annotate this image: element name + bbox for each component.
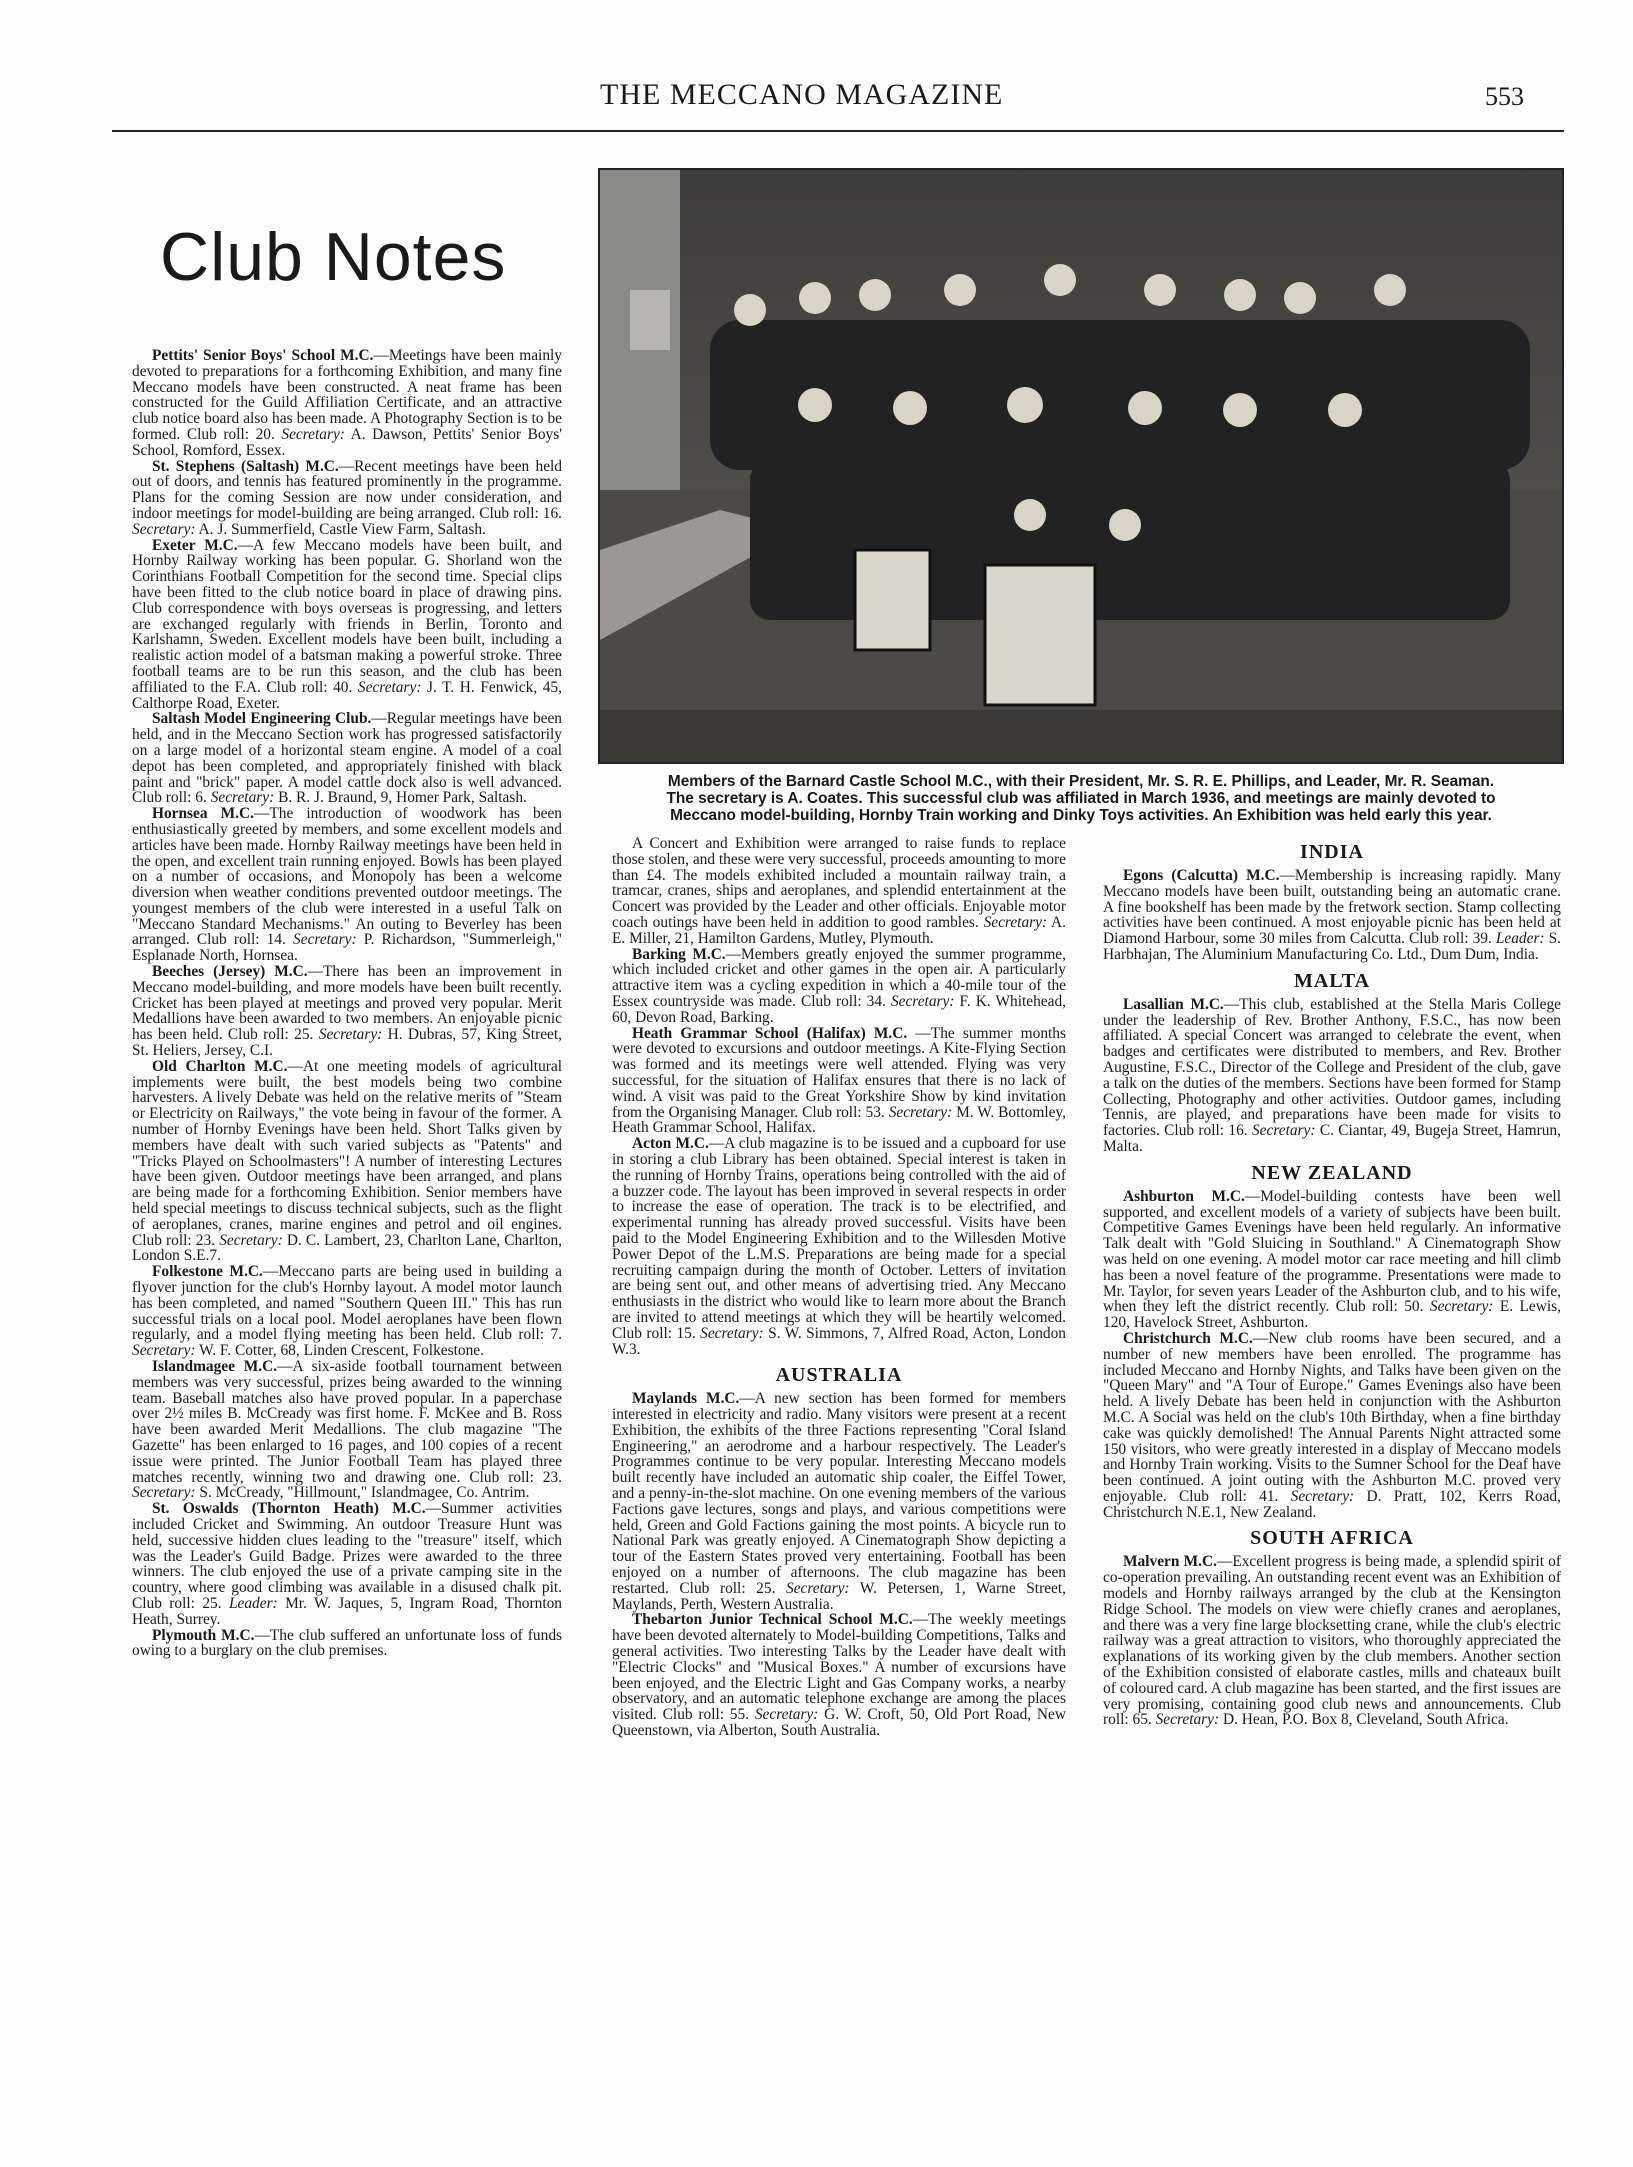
club-note-text: —Meetings have been mainly devoted to preparations for a forthcoming Exhibition, and many fine Meccano models have been constructed. A neat frame has been constructed for the Guild Affiliation Certificate, and an attractive club notice board also has been made. A Photography Section is to be formed. Club roll: 20. [132,348,562,443]
secretary-address: S. Harbhajan, The Aluminium Manufacturing Co. Ltd., Dum Dum, India. [1103,930,1561,963]
page-title: Club Notes [160,219,507,295]
secretary-label: Secretary: [132,1342,196,1360]
club-note-paragraph [132,1628,562,1660]
club-name: Saltash Model Engineering Club. [152,710,372,728]
secretary-label: Secretary: [210,789,275,807]
secretary-label: Secretary: [890,992,955,1010]
secretary-address: D. C. Lambert, 23, Charlton Lane, Charlton, London S.E.7. [132,1231,562,1265]
club-note-text: —The club suffered an unfortunate loss of funds owing to a burglary on the club premises. [132,1626,562,1660]
club-note-text: —This club, established at the Stella Maris College under the leadership of Rev. Brother Anthony, F.S.C., has now been affiliated. A special Concert was arranged to celebrate the event, when badges and certificates were distributed to members, and Rev. Brother Augustine, F.S.C., Director of the College and President of the club, gave a talk on the duties of the members. Sections have been formed for Stamp Collecting, Photography and other activities. Outdoor games, including Tennis, are played, and preparations have been made for visits to factories. Club roll: 16. [1103,995,1561,1140]
club-note-paragraph [612,1391,1066,1612]
club-note-paragraph [132,1264,562,1359]
secretary-label: Secretary: [281,425,345,443]
club-note-paragraph [132,1501,562,1627]
secretary-address: D. Hean, P.O. Box 8, Cleveland, South Africa. [1223,1711,1509,1729]
secretary-address: J. T. H. Fenwick, 45, Calthorpe Road, Exeter. [132,678,562,712]
club-note-text: —At one meeting models of agricultural implements were built, the best models being two combine harvesters. A lively Debate was held on the relative merits of "Steam or Electricity on Railways," the vote being in favour of the former. A number of Hornby Evenings have been held. Short Talks given by members have dealt with such varied subjects as "Patents" and "Tricks Played on Schoolmasters"! A number of interesting Lectures have been given. Outdoor meetings have been arranged, and plans are being made for a forthcoming Exhibition. Senior members have held special meetings to discuss technical subjects, such as the flight of aeroplanes, cranes, marine engines and petrol and oil engines. Club roll: 23. [132,1057,562,1249]
club-note-paragraph [1103,997,1561,1155]
secretary-label: Secretary: [132,1484,196,1502]
region-heading: MALTA [1293,969,1371,992]
secretary-address: A. J. Summerfield, Castle View Farm, Saltash. [198,520,486,538]
secretary-label: Secretary: [786,1579,850,1597]
page-number: 553 [1485,82,1524,111]
club-note-text: —Summer activities included Cricket and Swimming. An outdoor Treasure Hunt was held, successive hidden clues leading to the "treasure" itself, which was the Leader's Guild Badge. Prizes were awarded to the three winners. The club enjoyed the use of a private camping site in the country, where good climbing was available in a disused chalk pit. Club roll: 25. [132,1500,562,1612]
caption-line: Meccano model-building, Hornby Train working and Dinky Toys activities. An Exhibition was held early this year. [670,807,1492,824]
club-note-paragraph [1103,868,1561,963]
secretary-address: G. W. Croft, 50, Old Port Road, New Queenstown, via Alberton, South Australia. [612,1706,1066,1740]
club-name: Malvern M.C. [1123,1553,1217,1571]
secretary-address: A. E. Miller, 21, Hamilton Gardens, Mutley, Plymouth. [612,913,1066,947]
secretary-label: Secretary: [1429,1298,1494,1316]
secretary-label: Secretary: [318,1026,383,1044]
club-name: Thebarton Junior Technical School M.C. [632,1611,913,1629]
club-note-paragraph [612,1026,1066,1137]
secretary-address: S. McCready, "Hillmount," Islandmagee, Co. Antrim. [199,1484,530,1502]
secretary-address: W. F. Cotter, 68, Linden Crescent, Folkestone. [199,1342,484,1360]
club-note-text: —Members greatly enjoyed the summer programme, which included cricket and other games in the open air. A particularly attractive item was a cycling expedition in which a 40-mile tour of the Essex countryside was made. Club roll: 34. [612,945,1066,1010]
club-note-text: —There has been an improvement in Meccano model-building, and more models have been built recently. Cricket has been played at meetings and proved very popular. Merit Medallions have been awarded to two members. An enjoyable picnic has been held. Club roll: 25. [132,963,562,1044]
secretary-address: M. W. Bottomley, Heath Grammar School, Halifax. [612,1103,1066,1137]
secretary-label: Secretary: [219,1231,283,1249]
club-note-text: —Model-building contests have been well supported, and excellent models of a variety of subjects have been built. Competitive Games Evenings have been held regularly. An informative Talk dealt with "Gold Sluicing in Southland." A Cinematograph Show was held on one evening. A model motor car race meeting and hill climb has been a novel feature of the programme. Presentations were made to Mr. Taylor, for seven years Leader of the Ashburton club, and to his wife, when they left the district recently. Club roll: 50. [1103,1187,1561,1316]
club-note-paragraph [132,711,562,806]
region-heading: NEW ZEALAND [1251,1161,1413,1184]
club-note-text: —New club rooms have been secured, and a number of new members have been enrolled. The programme has included Meccano and Hornby Nights, and Talks have been given on the "Queen Mary" and "A Tour of Europe." Games Evenings also have been held. A lively Debate has been held in conjunction with the Ashburton M.C. A Social was held on the club's 10th Birthday, when a fine birthday cake was quickly demolished! The Annual Parents Night attracted some 150 visitors, who were greatly interested in a display of Meccano models and Hornby Train working. Visits to the Sumner School for the Deaf have been continued. A joint outing with the Ashburton M.C. proved very enjoyable. Club roll: 41. [1103,1329,1561,1505]
secretary-address: Mr. W. Jaques, 5, Ingram Road, Thornton Heath, Surrey. [132,1594,562,1628]
club-name: Maylands M.C. [632,1390,740,1408]
club-name: Barking M.C. [632,945,726,963]
club-note-text: —Recent meetings have been held out of doors, and tennis has featured prominently in the programme. Plans for the coming Session are now under consideration, and indoor meetings for model-building are being arranged. Club roll: 16. [132,457,562,522]
magazine-masthead: THE MECCANO MAGAZINE [600,78,1004,111]
club-note-text: —The introduction of woodwork has been enthusiastically greeted by members, and some excellent models and articles have been made. Hornby Railway meetings have been held in the open, and excellent train running enjoyed. Bowls has been played on a number of occasions, and Monopoly has been a welcome diversion when weather conditions prevented outdoor meetings. The youngest members of the club were interested in a useful Talk on "Meccano Standard Mechanisms." An outing to Beverley has been arranged. Club roll: 14. [132,805,562,949]
club-name: Plymouth M.C. [152,1626,255,1644]
club-note-text: —A new section has been formed for members interested in electricity and radio. Many visitors were present at a recent Exhibition, the exhibits of the three Factions representing "Coral Island Engineering," an aerodrome and a harbour respectively. The Leader's Programmes continue to be very popular. Interesting Meccano models built recently have included an automatic ship coaler, the Eiffel Tower, and a penny-in-the-slot machine. On one evening members of the various Factions gave lectures, songs and plays, and various competitions were held, Green and Gold Factions gaining the most points. A bicycle run to National Park was greatly enjoyed. A Cinematograph Show depicting a tour of the Eastern States proved very entertaining. Football has been enjoyed on a number of afternoons. The club magazine has been restarted. Club roll: 25. [612,1390,1066,1597]
caption-line: Members of the Barnard Castle School M.C., with their President, Mr. S. R. E. Phillips, and Leader, Mr. R. Seaman. [667,773,1495,790]
secretary-label: Secretary: [983,913,1048,931]
secretary-address: S. W. Simmons, 7, Alfred Road, Acton, London W.3. [612,1324,1066,1358]
text-column-1 [132,348,562,2066]
club-note-paragraph [612,1612,1066,1738]
header-rule [112,130,1564,132]
group-photo-illustration [600,170,1562,762]
club-note-text: —Regular meetings have been held, and in the Meccano Section work has progressed satisfactorily on a large model of a horizontal steam engine. A model of a coal depot has been completed, and appropriately finished with black paint and "brick" paper. A model cattle dock also is well advanced. Club roll: 6. [132,710,562,807]
club-note-paragraph [612,836,1066,947]
secretary-label: Secretary: [754,1706,819,1724]
club-name: Ashburton M.C. [1123,1187,1245,1205]
club-note-text: —A six-aside football tournament between members was very successful, prizes being awarded to the winning team. Baseball matches also have proved popular. In a paperchase over 2½ miles B. McCready was first home. F. McKee and B. Ross have been awarded Merit Medallions. The club magazine "The Gazette" has been enlarged to 16 pages, and 100 copies of a recent issue were printed. The Junior Football Team has played three matches recently, winning two and drawing one. Club roll: 23. [132,1358,562,1486]
secretary-label: Secretary: [1251,1122,1316,1140]
secretary-label: Secretary: [700,1324,764,1342]
club-note-paragraph [1103,1331,1561,1521]
club-name: Egons (Calcutta) M.C. [1123,867,1280,884]
club-note-paragraph [132,964,562,1059]
secretary-label: Secretary: [1290,1487,1355,1505]
caption-line: The secretary is A. Coates. This successful club was affiliated in March 1936, and meetings are mainly devoted to [666,790,1496,807]
region-heading: AUSTRALIA [775,1364,903,1387]
region-heading: SOUTH AFRICA [1250,1527,1414,1550]
secretary-address: E. Lewis, 120, Havelock Street, Ashburton. [1103,1298,1561,1332]
secretary-label: Secretary: [357,678,422,696]
club-name: Exeter M.C. [152,536,238,554]
club-name: Pettits' Senior Boys' School M.C. [152,348,374,364]
secretary-label: Leader: [1495,930,1545,948]
club-note-paragraph [1103,1189,1561,1331]
club-name: Beeches (Jersey) M.C. [152,963,308,981]
club-note-text: —The summer months were devoted to excursions and outdoor meetings. A Kite-Flying Section was formed and its meetings were well attended. Flying was very successful, for the situation of Halifax ensures that there is no lack of wind. A visit was paid to the Great Yorkshire Show by kind invitation from the Organising Manager. Club roll: 53. [612,1024,1066,1121]
club-name: Heath Grammar School (Halifax) M.C. [632,1024,908,1042]
secretary-address: F. K. Whitehead, 60, Devon Road, Barking. [612,992,1066,1026]
club-name: Old Charlton M.C. [152,1057,288,1075]
club-note-text: —Excellent progress is being made, a splendid spirit of co-operation prevailing. An outstanding recent event was an Exhibition of models and Hornby railways arranged by the club at the Kensington Ridge School. The models on view were chiefly cranes and aeroplanes, and there was a very fine large blocksetting crane, while the club's electric railway was a great attraction to visitors, who thoroughly appreciated the explanations of its working given by the club members. Another section of the Exhibition consisted of elaborate castles, mills and chateaux built of coloured card. A club magazine has been started, and the first issues are very promising, containing good club news and announcements. Club roll: 65. [1103,1553,1561,1729]
secretary-address: B. R. J. Braund, 9, Homer Park, Saltash. [278,789,527,807]
secretary-label: Secretary: [132,520,196,538]
club-name: Islandmagee M.C. [152,1358,278,1375]
club-note-paragraph [132,348,562,459]
club-note-text: —Membership is increasing rapidly. Many Meccano models have been built, outstanding being an automatic crane. A fine bookshelf has been made by the fretwork section. Stamp collecting activities have been continued. A most enjoyable picnic has been held at Diamond Harbour, some 30 miles from Calcutta. Club roll: 39. [1103,867,1561,948]
club-name: Christchurch M.C. [1123,1329,1253,1347]
secretary-address: D. Pratt, 102, Kerrs Road, Christchurch N.E.1, New Zealand. [1103,1487,1561,1521]
club-note-text: —Meccano parts are being used in building a flyover junction for the club's Hornby layout. A model motor launch has been completed, and named "Southern Queen III." This has run successful trials on a local pool. Model aeroplanes have been flown regularly, and a model flying meeting has been held. Club roll: 7. [132,1263,562,1344]
club-note-text: A Concert and Exhibition were arranged to raise funds to replace those stolen, and these were very successful, proceeds amounting to more than £4. The models exhibited included a mountain railway train, a tramcar, cranes, ships and aeroplanes, and splendid entertainment at the Concert was provided by the Leader and other officials. Enjoyable motor coach outings have been held in addition to good rambles. [612,836,1066,931]
club-note-paragraph [132,459,562,538]
club-note-paragraph [132,538,562,712]
club-note-paragraph [132,1359,562,1501]
club-note-paragraph [612,947,1066,1026]
club-note-text: —A few Meccano models have been built, and Hornby Railway working has been popular. G. Shorland won the Corinthians Football Competition for the second time. Special clips have been fitted to the club notice board in place of drawing pins. Club correspondence with boys overseas is progressing, and letters are exchanged regularly with friends in Berlin, Toronto and Karlshamn, Sweden. Excellent models have been built, including a realistic action model of a batsman making a powerful stroke. Three football teams are to be run this season, and the club has been affiliated to the F.A. Club roll: 40. [132,536,562,696]
club-note-paragraph [132,1059,562,1264]
club-note-paragraph [1103,1554,1561,1728]
secretary-address: H. Dubras, 57, King Street, St. Heliers, Jersey, C.I. [132,1026,562,1060]
club-note-text: —The weekly meetings have been devoted alternately to Model-building Competitions, Talks and general activities. Two interesting Talks by the Leader have dealt with "Electric Clocks" and "Musical Boxes." A number of excursions have been enjoyed, and the Electric Light and Gas Company works, a nearby observatory, and an automatic telephone exchange are among the places visited. Club roll: 55. [612,1611,1066,1724]
club-note-text: —A club magazine is to be issued and a cupboard for use in storing a club Library has been obtained. Special interest is taken in the running of Hornby Trains, operations being controlled with the aid of a buzzer code. The layout has been improved in several respects in order to increase the ease of operation. The track is to be electrified, and experimental running has already proved successful. Visits have been paid to the Model Engineering Exhibition and to the Willesden Motive Power Depot of the L.M.S. Preparations are being made for a special recruiting campaign during the month of October. Letters of invitation are being sent out, and other means of advertising tried. Any Meccano enthusiasts in the district who would like to learn more about the Branch are invited to attend meetings at which they will be heartily welcomed. Club roll: 15. [612,1135,1066,1342]
club-name: St. Stephens (Saltash) M.C. [152,457,339,475]
club-name: Folkestone M.C. [152,1263,263,1281]
secretary-address: A. Dawson, Pettits' Senior Boys' School, Romford, Essex. [132,425,562,459]
secretary-label: Secretary: [1155,1711,1220,1729]
club-name: Lasallian M.C. [1123,995,1224,1013]
secretary-label: Leader: [228,1594,278,1612]
club-name: Hornsea M.C. [152,805,254,823]
club-group-photo [598,168,1564,764]
secretary-address: P. Richardson, "Summerleigh," Esplanade North, Hornsea. [132,931,562,965]
region-heading: INDIA [1300,841,1364,863]
text-column-2 [612,836,1066,2064]
club-name: St. Oswalds (Thornton Heath) M.C. [152,1500,426,1518]
club-note-paragraph [612,1136,1066,1357]
photo-caption [606,773,1556,824]
secretary-address: C. Ciantar, 49, Bugeja Street, Hamrun, Malta. [1103,1122,1561,1155]
text-column-3 [1103,834,1561,2066]
secretary-label: Secretary: [293,931,357,949]
secretary-address: W. Petersen, 1, Warne Street, Maylands, Perth, Western Australia. [612,1579,1066,1613]
secretary-label: Secretary: [888,1103,953,1121]
club-note-paragraph [132,806,562,964]
club-name: Acton M.C. [632,1135,709,1153]
